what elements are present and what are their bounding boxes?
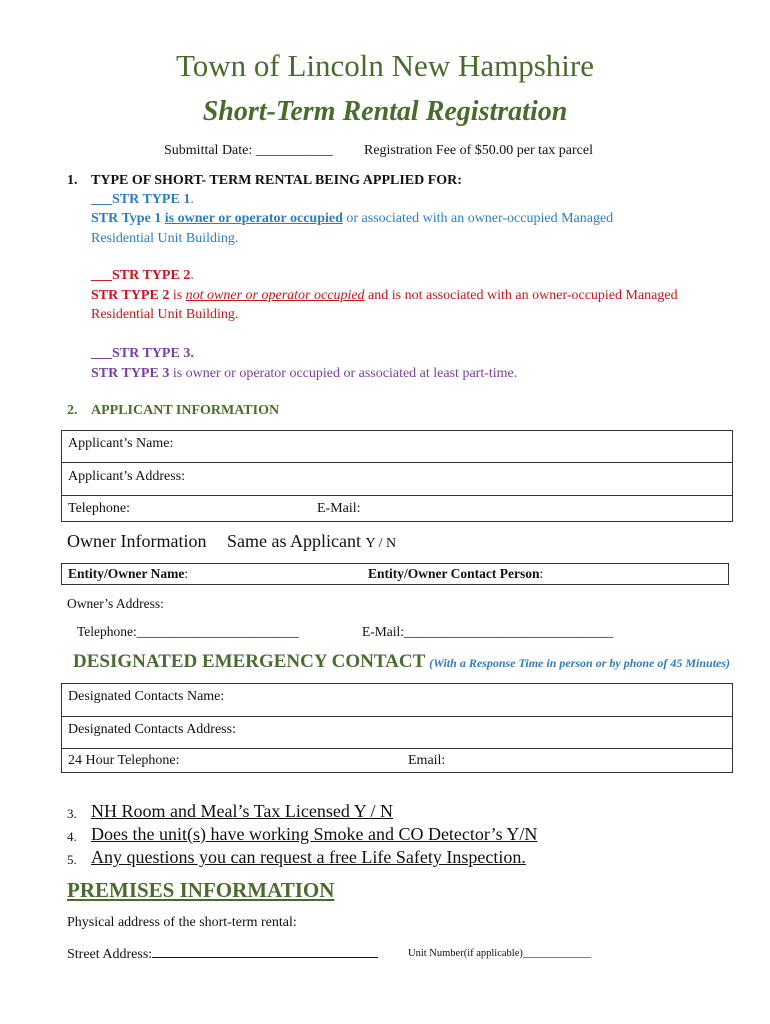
applicant-email-label: E-Mail:: [317, 501, 361, 516]
owner-info-heading: Owner Information: [67, 531, 207, 551]
emergency-contact-note: (With a Response Time in person or by phone of 45 Minutes): [429, 656, 731, 670]
street-address-field[interactable]: [67, 945, 378, 963]
emergency-contact-row[interactable]: [62, 748, 732, 773]
str-type-2-option[interactable]: [91, 268, 194, 284]
applicant-name-row[interactable]: [62, 431, 732, 462]
emergency-contact-header: [73, 651, 730, 673]
document-title: Town of Lincoln New Hampshire: [176, 48, 594, 83]
question-5-number: 5.: [67, 852, 77, 867]
emergency-address-row[interactable]: [62, 716, 732, 748]
applicant-address-row[interactable]: [62, 462, 732, 495]
applicant-name-label: Applicant’s Name:: [68, 436, 174, 451]
same-as-applicant-text: Same as Applicant: [227, 531, 361, 551]
owner-entity-table[interactable]: [61, 563, 729, 585]
emergency-contact-table: [61, 683, 733, 773]
str-type-1-description: [91, 211, 613, 227]
str-type-1-description-line2: Residential Unit Building.: [91, 231, 239, 246]
owner-email-field[interactable]: E-Mail:_______________________________: [362, 624, 614, 639]
str-type-2-period: .: [190, 268, 194, 283]
question-3-number: 3.: [67, 806, 77, 821]
street-address-blank[interactable]: [152, 945, 378, 958]
str-type-3-prefix: STR TYPE 3: [91, 366, 170, 381]
str-type-1-period: .: [190, 192, 194, 207]
question-3-text[interactable]: NH Room and Meal’s Tax Licensed Y / N: [91, 801, 394, 821]
entity-owner-name-label: [68, 566, 188, 582]
emergency-email-label: Email:: [408, 753, 446, 768]
section-2-number: 2.: [67, 403, 78, 418]
applicant-address-label: Applicant’s Address:: [68, 469, 186, 484]
document-subtitle: Short-Term Rental Registration: [202, 96, 568, 127]
str-type-1-checkbox[interactable]: ___STR TYPE 1: [91, 192, 191, 207]
applicant-info-table: [61, 430, 733, 522]
str-type-2-rest: and is not associated with an owner-occupied Managed: [364, 288, 678, 303]
submittal-date-field[interactable]: Submittal Date: ___________: [164, 143, 333, 158]
applicant-telephone-label: Telephone:: [68, 501, 130, 516]
str-type-2-emphasis: not owner or operator occupied: [185, 288, 365, 303]
owner-address-label[interactable]: Owner’s Address:: [67, 596, 164, 611]
unit-number-field[interactable]: Unit Number(if applicable)_____________: [408, 948, 592, 959]
section-1-heading: TYPE OF SHORT- TERM RENTAL BEING APPLIED FOR:: [91, 173, 462, 188]
emergency-address-label: Designated Contacts Address:: [68, 722, 236, 737]
str-type-2-description-line2: Residential Unit Building.: [91, 307, 239, 322]
emergency-contact-heading: DESIGNATED EMERGENCY CONTACT: [73, 651, 426, 672]
str-type-1-option[interactable]: [91, 192, 194, 208]
question-4-number: 4.: [67, 829, 77, 844]
premises-heading: PREMISES INFORMATION: [67, 878, 335, 902]
str-type-1-rest: or associated with an owner-occupied Managed: [342, 211, 614, 226]
entity-owner-contact-label: [368, 566, 543, 582]
physical-address-label: Physical address of the short-term rental:: [67, 915, 297, 930]
section-1-number: 1.: [67, 173, 78, 188]
str-type-3-checkbox[interactable]: ___STR TYPE 3.: [91, 346, 194, 361]
emergency-telephone-label: 24 Hour Telephone:: [68, 753, 180, 768]
str-type-2-checkbox[interactable]: ___STR TYPE 2: [91, 268, 191, 283]
registration-fee-text: Registration Fee of $50.00 per tax parcel: [364, 143, 593, 158]
str-type-2-prefix: STR TYPE 2: [91, 288, 170, 303]
owner-telephone-field[interactable]: Telephone:________________________: [77, 624, 299, 639]
street-address-label: Street Address:: [67, 947, 153, 962]
entity-owner-name-colon: :: [184, 566, 189, 581]
str-type-2-is: is: [169, 288, 186, 303]
same-as-applicant-label: [227, 531, 396, 552]
str-type-2-description: [91, 288, 678, 304]
emergency-name-label: Designated Contacts Name:: [68, 689, 225, 704]
str-type-1-prefix: STR Type 1: [91, 211, 162, 226]
entity-owner-name-text: Entity/Owner Name: [68, 566, 185, 581]
question-5-text: Any questions you can request a free Life Safety Inspection.: [91, 847, 526, 867]
entity-owner-contact-colon: :: [539, 566, 544, 581]
str-type-1-emphasis: is owner or operator occupied: [164, 211, 343, 226]
same-as-applicant-yn[interactable]: Y / N: [365, 536, 397, 551]
str-type-3-description: [91, 366, 517, 382]
applicant-contact-row[interactable]: [62, 495, 732, 522]
str-type-3-rest: is owner or operator occupied or associated at least part-time.: [169, 366, 518, 381]
question-4-text[interactable]: Does the unit(s) have working Smoke and CO Detector’s Y/N: [91, 824, 538, 844]
emergency-name-row[interactable]: [62, 684, 732, 716]
entity-owner-contact-text: Entity/Owner Contact Person: [368, 566, 540, 581]
section-2-heading: APPLICANT INFORMATION: [91, 403, 280, 418]
